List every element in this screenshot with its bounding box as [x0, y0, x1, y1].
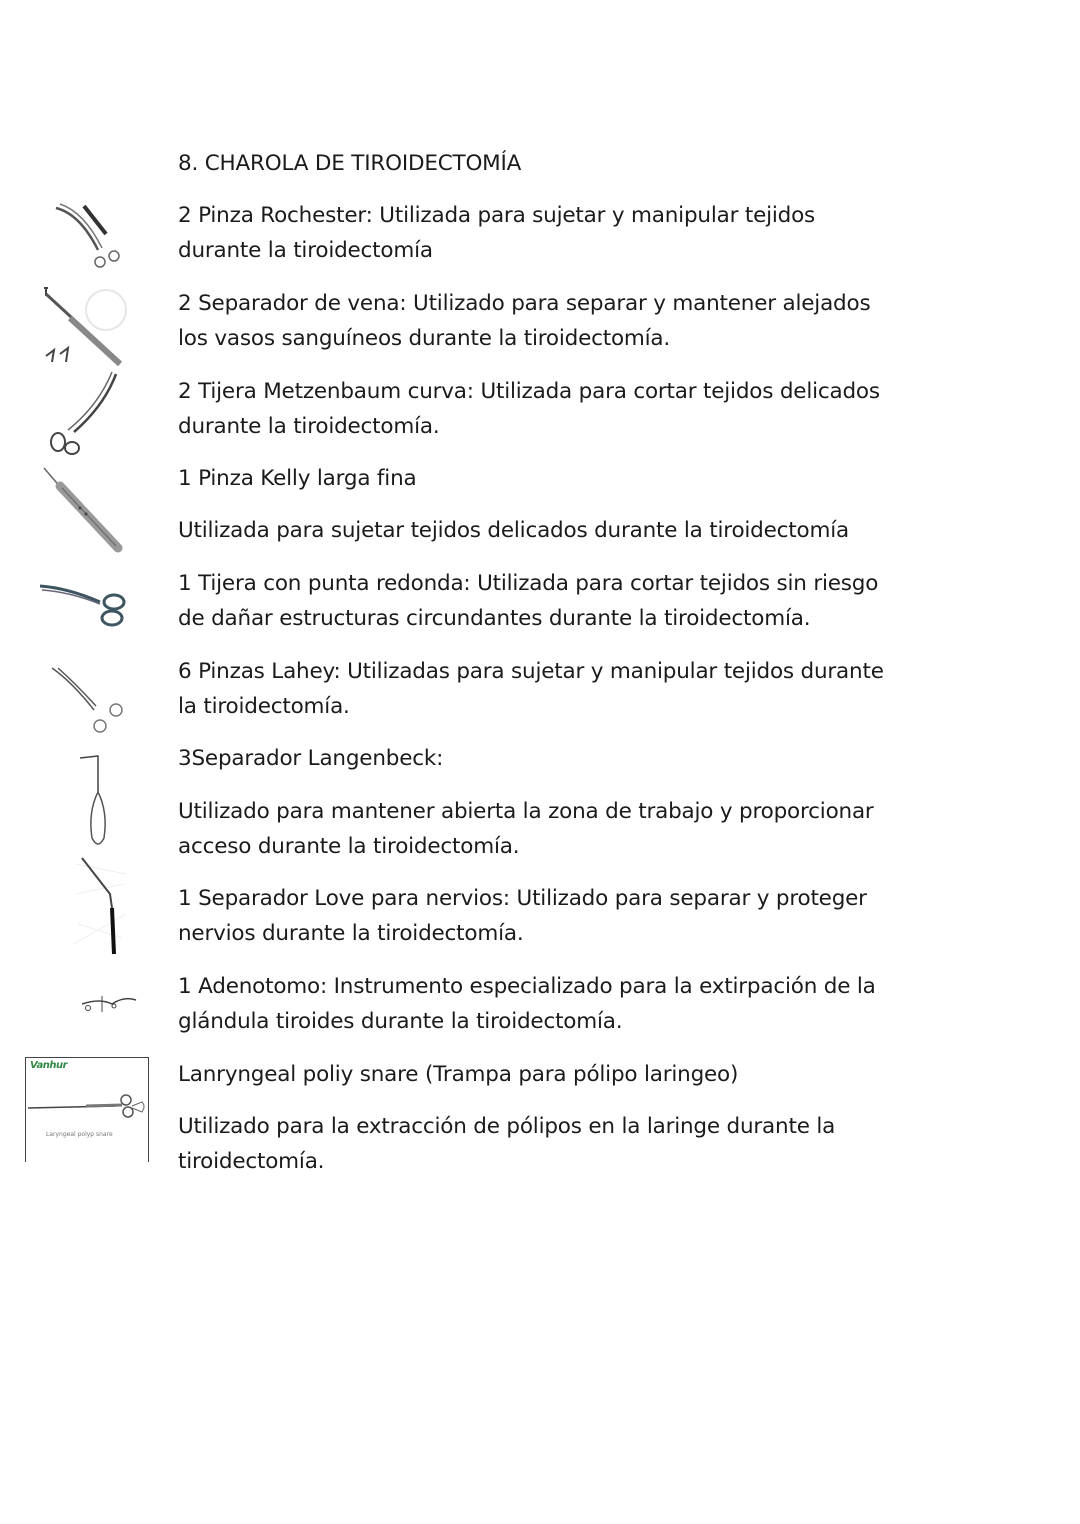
- item-rochester-line-2: durante la tiroidectomía: [178, 238, 433, 263]
- metzenbaum-scissors-icon: [44, 370, 124, 458]
- item-snare-description-2: tiroidectomía.: [178, 1149, 325, 1174]
- rochester-forceps-icon: [50, 200, 130, 272]
- item-lahey-line-1: 6 Pinzas Lahey: Utilizadas para sujetar y manipular tejidos durante: [178, 659, 884, 684]
- item-snare-line-1: Lanryngeal poliy snare (Trampa para pólipo laringeo): [178, 1062, 739, 1087]
- item-langenbeck-description-2: acceso durante la tiroidectomía.: [178, 834, 520, 859]
- langenbeck-retractor-icon: [78, 752, 118, 852]
- item-langenbeck-line-1: 3Separador Langenbeck:: [178, 746, 444, 771]
- laryngeal-snare-icon: [25, 1057, 149, 1162]
- snare-caption: Laryngeal polyp snare: [46, 1131, 113, 1138]
- item-rochester-line-1: 2 Pinza Rochester: Utilizada para sujetar y manipular tejidos: [178, 203, 816, 228]
- item-adenotome-line-2: glándula tiroides durante la tiroidectomía.: [178, 1009, 623, 1034]
- snare-brand-logo: Vanhur: [30, 1060, 67, 1071]
- item-langenbeck-description-1: Utilizado para mantener abierta la zona de trabajo y proporcionar: [178, 799, 874, 824]
- item-snare-description-1: Utilizado para la extracción de pólipos en la laringe durante la: [178, 1114, 836, 1139]
- adenotome-icon: [80, 990, 140, 1020]
- love-nerve-retractor-icon: [66, 854, 136, 958]
- item-kelly-description: Utilizada para sujetar tejidos delicados durante la tiroidectomía: [178, 518, 849, 543]
- item-metzenbaum-line-1: 2 Tijera Metzenbaum curva: Utilizada para cortar tejidos delicados: [178, 379, 880, 404]
- vein-retractor-icon: [40, 284, 130, 368]
- round-tip-scissors-icon: [38, 574, 130, 630]
- item-love-line-2: nervios durante la tiroidectomía.: [178, 921, 524, 946]
- item-kelly-line-1: 1 Pinza Kelly larga fina: [178, 466, 417, 491]
- kelly-forceps-icon: [40, 464, 124, 554]
- item-love-line-1: 1 Separador Love para nervios: Utilizado para separar y proteger: [178, 886, 867, 911]
- item-lahey-line-2: la tiroidectomía.: [178, 694, 350, 719]
- item-round-scissors-line-2: de dañar estructuras circundantes durante la tiroidectomía.: [178, 606, 811, 631]
- item-adenotome-line-1: 1 Adenotomo: Instrumento especializado para la extirpación de la: [178, 974, 876, 999]
- page-title: 8. CHAROLA DE TIROIDECTOMÍA: [178, 151, 522, 176]
- item-vein-retractor-line-2: los vasos sanguíneos durante la tiroidectomía.: [178, 326, 671, 351]
- item-round-scissors-line-1: 1 Tijera con punta redonda: Utilizada para cortar tejidos sin riesgo: [178, 571, 879, 596]
- lahey-forceps-icon: [48, 664, 128, 736]
- item-vein-retractor-line-1: 2 Separador de vena: Utilizado para separar y mantener alejados: [178, 291, 871, 316]
- item-metzenbaum-line-2: durante la tiroidectomía.: [178, 414, 440, 439]
